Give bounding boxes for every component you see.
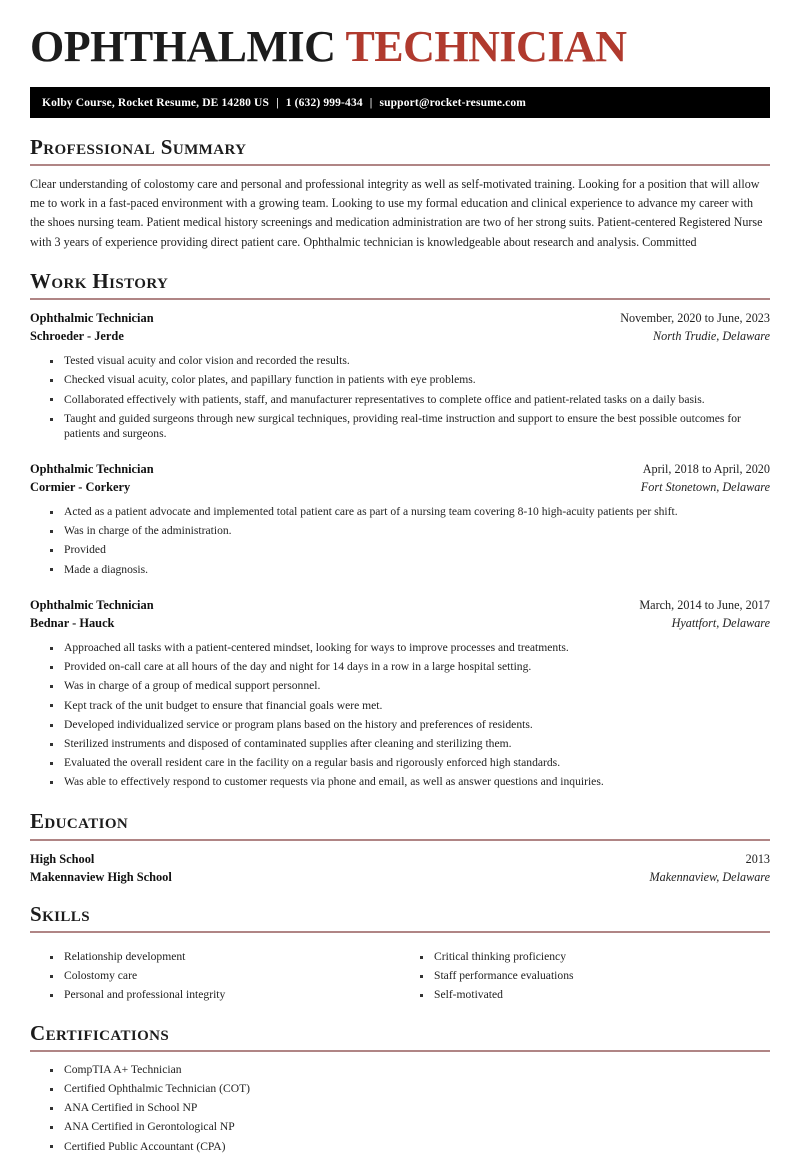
- education-degree: High School: [30, 851, 95, 866]
- section-divider: [30, 1050, 770, 1052]
- list-item: CompTIA A+ Technician: [64, 1061, 770, 1080]
- list-item: Approached all tasks with a patient-centered mindset, looking for ways to improve processes and treatments.: [64, 639, 770, 658]
- section-work-history: [30, 270, 770, 793]
- skills-columns: [30, 942, 770, 1006]
- work-entry-title-row: [30, 309, 770, 328]
- list-item: Colostomy care: [64, 967, 400, 986]
- work-entry-company-row: [30, 614, 770, 633]
- job-title: Ophthalmic Technician: [30, 310, 154, 325]
- contact-address: Kolby Course, Rocket Resume, DE 14280 US: [42, 96, 270, 109]
- list-item: Tested visual acuity and color vision and recorded the results.: [64, 352, 770, 371]
- section-divider: [30, 931, 770, 933]
- work-entry-title-row: [30, 596, 770, 615]
- section-heading-work-history: Work History: [30, 268, 169, 293]
- work-entry: [30, 596, 770, 793]
- education-school: Makennaview High School: [30, 870, 172, 885]
- list-item: Checked visual acuity, color plates, and papillary function in patients with eye problems.: [64, 371, 770, 390]
- job-bullets: [30, 639, 770, 793]
- list-item: Was able to effectively respond to customer requests via phone and email, as well as answer questions and inquiries.: [64, 773, 770, 792]
- section-divider: [30, 298, 770, 300]
- section-heading-education: Education: [30, 809, 129, 834]
- skills-column-right: [400, 948, 770, 1006]
- list-item: Developed individualized service or program plans based on the history and preferences of residents.: [64, 716, 770, 735]
- list-item: Staff performance evaluations: [434, 967, 770, 986]
- skills-column-left: [30, 948, 400, 1006]
- section-education: [30, 810, 770, 886]
- work-entry-company-row: [30, 327, 770, 346]
- job-company: Schroeder - Jerde: [30, 329, 124, 344]
- job-dates: April, 2018 to April, 2020: [642, 461, 770, 476]
- job-dates: March, 2014 to June, 2017: [639, 597, 770, 612]
- contact-separator-1: |: [276, 96, 279, 109]
- job-title: Ophthalmic Technician: [30, 461, 154, 476]
- job-dates: November, 2020 to June, 2023: [620, 310, 770, 325]
- education-school-row: [30, 868, 770, 887]
- list-item: Provided on-call care at all hours of the day and night for 14 days in a row in a large hospital setting.: [64, 658, 770, 677]
- work-entry: [30, 460, 770, 580]
- list-item: Made a diagnosis.: [64, 560, 770, 579]
- job-company: Cormier - Corkery: [30, 480, 131, 495]
- education-degree-row: [30, 850, 770, 869]
- list-item: Kept track of the unit budget to ensure that financial goals were met.: [64, 696, 770, 715]
- list-item: Provided: [64, 541, 770, 560]
- list-item: ANA Certified in School NP: [64, 1099, 770, 1118]
- education-entry: [30, 850, 770, 887]
- list-item: Critical thinking proficiency: [434, 948, 770, 967]
- section-professional-summary: [30, 136, 770, 251]
- job-title: Ophthalmic Technician: [30, 597, 154, 612]
- section-heading-summary: Professional Summary: [30, 135, 247, 160]
- list-item: Relationship development: [64, 948, 400, 967]
- list-item: Self-motivated: [434, 986, 770, 1005]
- section-skills: [30, 903, 770, 1006]
- section-divider: [30, 164, 770, 166]
- education-year: 2013: [745, 851, 770, 866]
- section-heading-certifications: Certifications: [30, 1020, 170, 1045]
- list-item: Personal and professional integrity: [64, 986, 400, 1005]
- contact-email: support@rocket-resume.com: [379, 96, 527, 109]
- contact-phone: 1 (632) 999-434: [285, 96, 363, 109]
- job-location: Hyattfort, Delaware: [671, 616, 770, 631]
- job-bullets: [30, 503, 770, 580]
- certifications-list: [30, 1061, 770, 1157]
- list-item: Was in charge of the administration.: [64, 522, 770, 541]
- list-item: Collaborated effectively with patients, staff, and manufacturer representatives to complete office and patient-related tasks on a daily basis.: [64, 390, 770, 409]
- job-company: Bednar - Hauck: [30, 616, 115, 631]
- contact-separator-2: |: [369, 96, 373, 109]
- list-item: Sterilized instruments and disposed of contaminated supplies after cleaning and sterilizing them.: [64, 735, 770, 754]
- list-item: Was in charge of a group of medical support personnel.: [64, 677, 770, 696]
- list-item: Evaluated the overall resident care in the facility on a regular basis and rigorously enforced high standards.: [64, 754, 770, 773]
- last-name: TECHNICIAN: [345, 22, 627, 71]
- job-location: Fort Stonetown, Delaware: [640, 480, 770, 495]
- first-name: OPHTHALMIC: [30, 22, 336, 71]
- contact-bar: [30, 87, 770, 118]
- list-item: Taught and guided surgeons through new surgical techniques, providing real-time instruction and support to ensure the best possible outcomes for patients and surgeons.: [64, 410, 770, 444]
- list-item: Acted as a patient advocate and implemented total patient care as part of a nursing team covering 8-10 high-acuity patients per shift.: [64, 503, 770, 522]
- list-item: ANA Certified in Gerontological NP: [64, 1118, 770, 1137]
- page-title: [30, 0, 770, 70]
- education-location: Makennaview, Delaware: [649, 870, 770, 885]
- section-divider: [30, 839, 770, 841]
- section-certifications: [30, 1022, 770, 1157]
- section-heading-skills: Skills: [30, 901, 90, 926]
- summary-text: Clear understanding of colostomy care and personal and professional integrity as well as self-motivated training. Looking for a position that will allow me to work in a fast-paced environment with a growing team. Looking to use my formal education and clinical experience to advance my career with the shoes nursing team. Patient medical history screenings and medication administration are two of her strong suits. Patient-centered Registered Nurse with 3 years of experience providing direct patient care. Ophthalmic technician is knowledgeable about research and analysis. Committed: [30, 177, 763, 249]
- work-entry-title-row: [30, 460, 770, 479]
- work-entry-company-row: [30, 478, 770, 497]
- list-item: Certified Public Accountant (CPA): [64, 1137, 770, 1156]
- job-bullets: [30, 352, 770, 444]
- work-entry: [30, 309, 770, 444]
- list-item: Certified Ophthalmic Technician (COT): [64, 1080, 770, 1099]
- job-location: North Trudie, Delaware: [652, 329, 770, 344]
